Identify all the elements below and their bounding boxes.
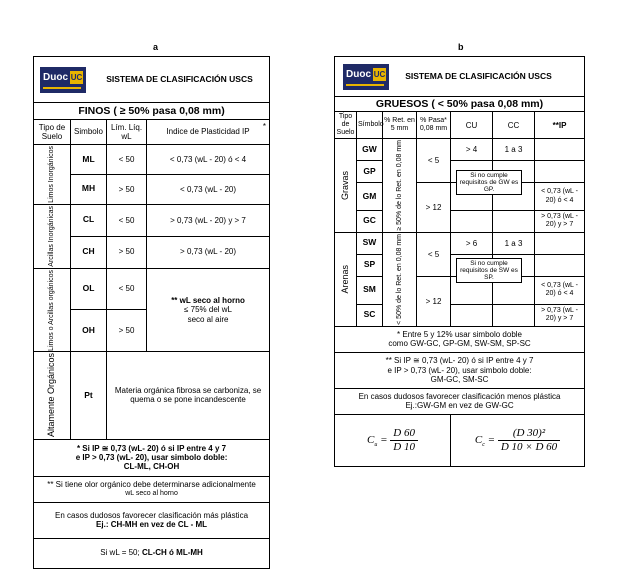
symbol-gm: GM xyxy=(357,183,383,211)
symbol-gp: GP xyxy=(357,161,383,183)
wl-ch: > 50 xyxy=(107,236,147,268)
cu-sc xyxy=(451,304,493,326)
symbol-ml: ML xyxy=(71,145,107,175)
ip-gp xyxy=(535,161,585,183)
header-pasa: % Pasa* 0,08 mm xyxy=(417,112,451,139)
formula-cc: $C_c$ = $\frac{\text{(D 30)²}}{D 10 \times D 60}$ xyxy=(475,434,560,446)
ip-sp xyxy=(535,254,585,276)
wl-ml: < 50 xyxy=(107,145,147,175)
header-indice-label: Indice de Plasticidad IP xyxy=(166,127,250,137)
panel-a-title: SISTEMA DE CLASIFICACIÓN USCS xyxy=(106,73,253,84)
ip-sw xyxy=(535,232,585,254)
group-gravas: Gravas xyxy=(335,139,357,233)
ip-gc: > 0,73 (wL - 20) y > 7 xyxy=(535,210,585,232)
symbol-ch: CH xyxy=(71,236,107,268)
cc-gc xyxy=(493,210,535,232)
header-lim-liq: Lím. Líq. wL xyxy=(107,120,147,145)
cu-gw: > 4 xyxy=(451,139,493,161)
panel-b-note-dstar: ** Si IP ≅ 0,73 (wL- 20) ó si IP entre 4 y 7 e IP > 0,73 (wL- 20), usar simbolo doble: GM-GC, SM-SC xyxy=(335,352,585,388)
group-arcillas-inorganicas: Arcillas Inorgánicas xyxy=(34,204,71,268)
formula-cu-cell xyxy=(335,414,451,466)
symbol-mh: MH xyxy=(71,174,107,204)
ip-ml: < 0,73 (wL - 20) ó < 4 xyxy=(147,145,270,175)
ip-ch: > 0,73 (wL - 20) xyxy=(147,236,270,268)
formula-cu: $C_u$ = $\frac{D 60}{D 10}$ xyxy=(367,434,418,446)
panel-a-header xyxy=(34,57,270,103)
pasa-lt5-gravas: < 5 xyxy=(417,139,451,183)
header-ip: **IP xyxy=(535,112,585,139)
group-arenas: Arenas xyxy=(335,232,357,326)
symbol-pt: Pt xyxy=(71,352,107,439)
ip-sm: < 0,73 (wL - 20) ó < 4 xyxy=(535,276,585,304)
sp-note: Si no cumple requisitos de SW es SP. xyxy=(456,258,522,283)
panel-b-note-star: * Entre 5 y 12% usar simbolo doble como GW-GC, GP-GM, SW-SM, SP-SC xyxy=(335,326,585,352)
cc-sc xyxy=(493,304,535,326)
formula-cc-cell xyxy=(451,414,585,466)
finos-title: FINOS ( ≥ 50% pasa 0,08 mm) xyxy=(34,103,270,120)
symbol-sc: SC xyxy=(357,304,383,326)
header-star: * xyxy=(262,122,267,131)
organic-note: ** wL seco al horno ≤ 75% del wL seco al aire xyxy=(147,268,270,352)
ip-mh: < 0,73 (wL - 20) xyxy=(147,174,270,204)
ip-gm: < 0,73 (wL - 20) ó < 4 xyxy=(535,183,585,211)
ip-sc: > 0,73 (wL - 20) y > 7 xyxy=(535,304,585,326)
duoc-logo: Duoc UC xyxy=(40,67,86,93)
panel-a-note-doubt: En casos dudosos favorecer clasificación más plástica Ej.: CH-MH en vez de CL - ML xyxy=(34,502,270,538)
wl-ol: < 50 xyxy=(107,268,147,310)
panel-b-letter: b xyxy=(458,42,464,52)
symbol-gw: GW xyxy=(357,139,383,161)
symbol-ol: OL xyxy=(71,268,107,310)
symbol-sm: SM xyxy=(357,276,383,304)
header-tipo-suelo-b: Tipo de Suelo xyxy=(335,112,357,139)
pasa-gt12-arenas: > 12 xyxy=(417,276,451,326)
cc-gw: 1 a 3 xyxy=(493,139,535,161)
wl-cl: < 50 xyxy=(107,204,147,236)
header-tipo-suelo: Tipo de Suelo xyxy=(34,120,71,145)
panel-b-title: SISTEMA DE CLASIFICACIÓN USCS xyxy=(405,70,552,81)
symbol-sp: SP xyxy=(357,254,383,276)
header-indice xyxy=(147,120,270,145)
header-ret: % Ret. en 5 mm xyxy=(383,112,417,139)
group-limos-inorganicos: Limos Inorgánicos xyxy=(34,145,71,205)
group-organicos: Limos o Arcillas orgánicos xyxy=(34,268,71,352)
ret-gravas: ≥ 50% de lo Ret. en 0,08 mm xyxy=(383,139,417,233)
cu-sw: > 6 xyxy=(451,232,493,254)
header-simbolo: Simbolo xyxy=(71,120,107,145)
wl-oh: > 50 xyxy=(107,310,147,352)
ip-cl: > 0,73 (wL - 20) y > 7 xyxy=(147,204,270,236)
panel-b-header xyxy=(335,57,585,97)
pt-description: Materia orgánica fibrosa se carboniza, se quema o se pone incandescente xyxy=(107,352,270,439)
header-cu: CU xyxy=(451,112,493,139)
symbol-gc: GC xyxy=(357,210,383,232)
gruesos-title: GRUESOS ( < 50% pasa 0,08 mm) xyxy=(335,97,585,112)
duoc-logo: Duoc UC xyxy=(343,64,389,90)
panel-a-letter: a xyxy=(153,42,159,52)
cc-sw: 1 a 3 xyxy=(493,232,535,254)
panel-a-table xyxy=(33,56,270,569)
group-altamente-organicos: Altamente Orgánicos xyxy=(34,352,71,439)
cu-gc xyxy=(451,210,493,232)
symbol-oh: OH xyxy=(71,310,107,352)
header-simbolo-b: Símbolo xyxy=(357,112,383,139)
ret-arenas: < 50% de lo Ret. en 0,08 mm xyxy=(383,232,417,326)
pasa-gt12-gravas: > 12 xyxy=(417,183,451,233)
gp-note: Si no cumple requisitos de GW es GP. xyxy=(456,170,522,195)
symbol-cl: CL xyxy=(71,204,107,236)
ip-gw xyxy=(535,139,585,161)
panel-b-note-doubt: En casos dudosos favorecer clasificación menos plástica Ej.:GW-GM en vez de GW-GC xyxy=(335,388,585,414)
symbol-sw: SW xyxy=(357,232,383,254)
header-cc: CC xyxy=(493,112,535,139)
panel-a-note-wl50: Si wL = 50; CL-CH ó ML-MH xyxy=(34,538,270,568)
panel-a-note-star: * Si IP ≅ 0,73 (wL- 20) ó si IP entre 4 y 7 e IP > 0,73 (wL- 20), usar simbolo doble: CL-ML, CH-OH xyxy=(34,439,270,476)
pasa-lt5-arenas: < 5 xyxy=(417,232,451,276)
wl-mh: > 50 xyxy=(107,174,147,204)
panel-a-note-dstar: ** Si tiene olor orgánico debe determinarse adicionalmente wL seco al horno xyxy=(34,476,270,502)
